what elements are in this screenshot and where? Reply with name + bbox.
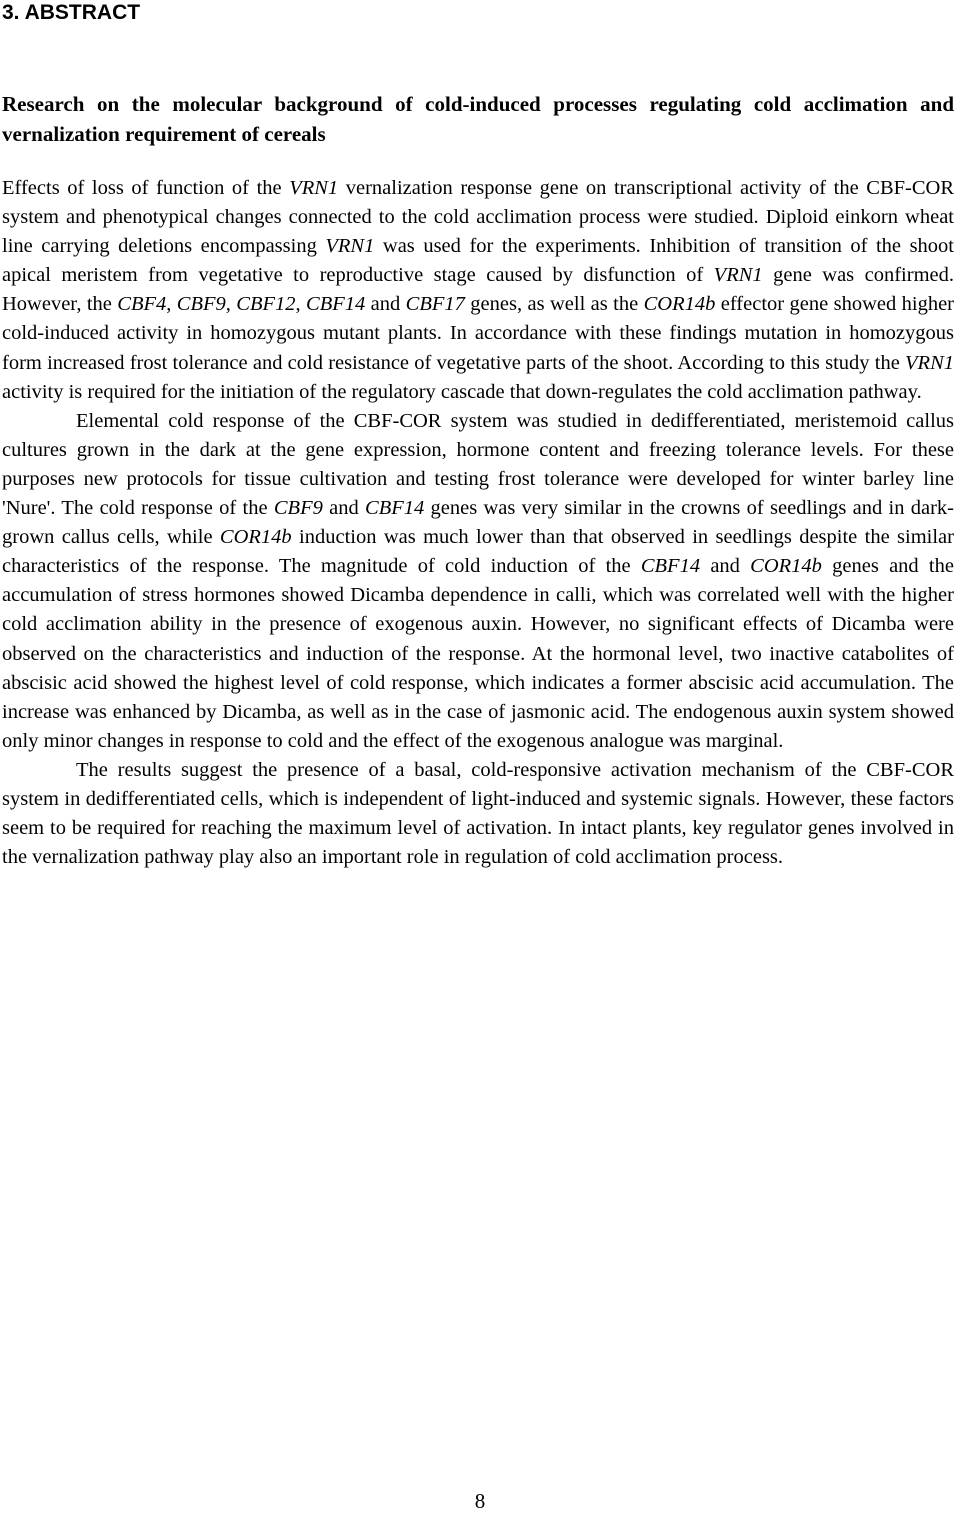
text-run: genes and the accumulation of stress hormones showed Dicamba dependence in calli, which was correlated well with the higher cold acclimation ability in the presence of exogenous auxin. However, no significant effects of Dicamba were observed on the characteristics and induction of the response. At the hormonal level, two inactive catabolites of abscisic acid showed the highest level of cold response, which indicates a former abscisic acid accumulation. The increase was enhanced by Dicamba, as well as in the case of jasmonic acid. The endogenous auxin system showed only minor changes in response to cold and the effect of the exogenous analogue was marginal. (2, 555, 954, 752)
gene-name: COR14b (643, 293, 716, 316)
abstract-body (2, 174, 954, 872)
text-run: , (225, 293, 237, 316)
text-run: activity is required for the initiation of the regulatory cascade that down-regulates the cold acclimation pathway. (2, 380, 922, 403)
text-run: , (166, 293, 177, 316)
gene-name: CBF4 (117, 293, 167, 316)
abstract-paragraph-1 (2, 174, 954, 407)
gene-name: VRN1 (905, 351, 954, 374)
text-run: and (322, 497, 366, 520)
text-run: Effects of loss of function of the (2, 177, 290, 199)
gene-name: CBF14 (306, 293, 366, 316)
gene-name: VRN1 (713, 264, 763, 287)
page-number: 8 (474, 1489, 486, 1513)
abstract-paragraph-2 (2, 407, 954, 756)
text-run: and (700, 555, 751, 578)
text-run: The results suggest the presence of a basal, cold-responsive activation mechanism of the CBF-COR system in dedifferentiated cells, which is independent of light-induced and systemic signals. However, these factors seem to be required for reaching the maximum level of activation. In intact plants, key regulator genes involved in the vernalization pathway play also an important role in regulation of cold acclimation process. (2, 758, 954, 869)
text-run: genes was very similar in the crowns of seedlings and in dark-grown callus cells, while (2, 497, 954, 549)
section-heading: 3. ABSTRACT (2, 1, 141, 24)
text-run: , (295, 293, 307, 316)
text-run: Elemental cold response of the CBF-COR system was studied in dedifferentiated, meristemoid callus cultures grown in the dark at the gene expression, hormone content and freezing tolerance levels. For these purposes new protocols for tissue cultivation and testing frost tolerance were developed for winter barley line 'Nure'. The cold response of the (2, 409, 954, 520)
text-run: gene was confirmed. However, the (2, 264, 954, 316)
text-run: was used for the experiments. Inhibition of transition of the shoot apical meristem from vegetative to reproductive stage caused by disfunction of (2, 235, 954, 287)
abstract-paragraph-3 (2, 756, 954, 872)
text-run: effector gene showed higher cold-induced activity in homozygous mutant plants. In accordance with these findings mutation in homozygous form increased frost tolerance and cold resistance of vegetative parts of the shoot. According to this study the (2, 293, 955, 374)
gene-name: CBF14 (640, 555, 701, 578)
gene-name: CBF9 (273, 497, 323, 520)
text-run: induction was much lower than that observed in seedlings despite the similar characteristics of the response. The magnitude of cold induction of the (2, 526, 954, 578)
gene-name: VRN1 (325, 235, 375, 258)
gene-name: VRN1 (289, 177, 339, 199)
gene-name: CBF9 (176, 293, 226, 316)
abstract-title: Research on the molecular background of cold-induced processes regulating cold acclimation and vernalization requirement of cereals (2, 92, 954, 146)
gene-name: CBF14 (365, 497, 425, 520)
gene-name: COR14b (750, 555, 822, 578)
gene-name: CBF12 (236, 293, 296, 316)
text-run: genes, as well as the (464, 293, 644, 316)
text-run: vernalization response gene on transcriptional activity of the CBF-COR system and phenotypical changes connected to the cold acclimation process were studied. Diploid einkorn wheat line carrying deletions encompassing (2, 177, 955, 258)
gene-name: COR14b (219, 526, 292, 549)
gene-name: CBF17 (405, 293, 465, 316)
text-run: and (365, 293, 406, 316)
